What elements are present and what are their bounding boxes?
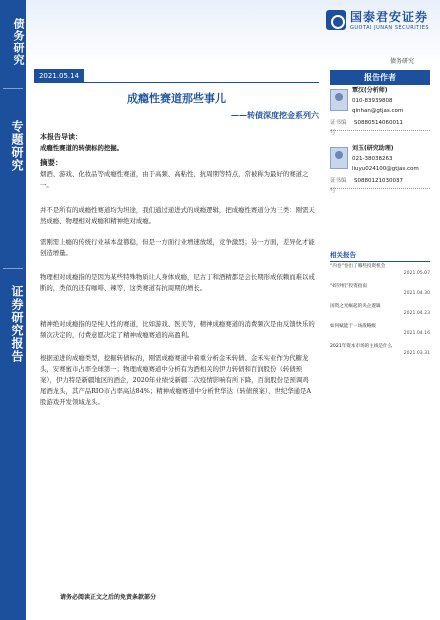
assistant-name: 刘玉(研究助理)	[352, 145, 394, 152]
analyst-photo	[330, 89, 348, 111]
assistant-cert-row	[330, 176, 430, 194]
logo-icon	[326, 10, 346, 30]
logo-name-cn: 国泰君安证券	[350, 10, 429, 24]
side-divider	[3, 268, 23, 269]
abstract-paragraph-6: 根据递进的成瘾类型，挖掘转债标的，刚需成瘾赛道中着重分析金禾转债、金禾实业作为代糖龙头，安赛蜜市占率全球第一；物理成瘾赛道中分析有为酒相关的伊力转债和百润股份（转债预案），伊力特是新疆地区的酒企，2020年业绩受新疆二次疫情影响有所下降，百润股份是预调鸡尾酒龙头，其产品RIO市占率高达84%；精神成瘾赛道中分析世华达（转债预案），世纪华通是A股游戏开发领域龙头。	[40, 354, 312, 406]
abstract-paragraph-1: 烟酒、游戏、化妆品等成瘾性赛道，由于高频、高粘性、抗周期等特点，常被称为最好的赛道之一。	[40, 170, 309, 189]
related-report-date: 2021.04.23	[403, 311, 430, 316]
assistant-card	[352, 144, 430, 174]
abstract-heading: 摘要：	[40, 158, 63, 167]
abstract-paragraph-4: 物理相对成瘾指的是因为某些特殊物质让人身体成瘾，尼古丁和酒精都是会长期形成依赖而难以戒断的，类似的还有咖啡、辣等，这类赛道有抗周期的增长。	[40, 273, 315, 292]
side-label-debt-research: 债务研究	[12, 18, 25, 66]
related-report-title: “碎钞机”投资指南	[330, 284, 367, 289]
disclaimer-note: 请务必阅读正文之后的免责条款部分	[60, 594, 157, 601]
cert-label: 证书编号	[330, 120, 347, 136]
cert-label: 证书编号	[330, 178, 347, 194]
related-report-item[interactable]	[330, 303, 430, 317]
assistant-email[interactable]: liuyu024100@gtjas.com	[352, 166, 419, 172]
related-report-title: 2021年资本市场的主线是什么	[330, 344, 393, 349]
lead-text: 成瘾性赛道的转债标的挖掘。	[40, 144, 124, 152]
side-label-securities-report: 证券研究报告	[10, 285, 24, 363]
cert-number: S0880121030037	[354, 178, 403, 184]
related-report-date: 2021.03.31	[403, 351, 430, 356]
side-label-special-research: 专题研究	[10, 120, 24, 172]
report-category: 债务研究	[390, 58, 415, 65]
assistant-photo	[330, 147, 348, 169]
analyst-name: 覃汉(分析师)	[352, 87, 388, 94]
related-report-title: 国资之光崛起的央企逻辑	[330, 304, 381, 309]
related-report-date: 2021.04.30	[403, 291, 430, 296]
authors-heading: 报告作者	[330, 70, 430, 85]
analyst-email[interactable]: qinhan@gtjas.com	[352, 108, 404, 114]
abstract-paragraph-2: 并不是所有的成瘾性赛道均为坦途，我们通过递进式的成瘾逻辑，把成瘾性赛道分为三类：刚需天然成瘾、物理相对成瘾和精神绝对成瘾。	[40, 206, 315, 225]
related-report-date: 2021.05.07	[403, 271, 430, 276]
header-banner	[26, 0, 440, 66]
assistant-phone: 021-38038263	[352, 156, 393, 162]
cert-number: S0880514060011	[354, 120, 403, 126]
report-date: 2021.05.14	[34, 69, 84, 83]
side-divider	[3, 88, 23, 89]
lead-heading: 本报告导读：	[40, 133, 82, 141]
related-report-item[interactable]	[330, 343, 430, 357]
related-report-date: 2021.04.16	[403, 331, 430, 336]
related-report-title: 如何赋能于一场战略级	[330, 324, 376, 329]
logo-name-en: GUOTAI JUNAN SECURITIES	[350, 25, 430, 31]
report-title: 成瘾性赛道那些事儿	[127, 92, 226, 105]
report-subtitle: ——转债深度挖金系列六	[231, 110, 319, 120]
related-reports-heading: 相关报告	[330, 250, 430, 262]
analyst-cert-row	[330, 118, 430, 136]
abstract-paragraph-3: 需刚需上瘾的传统行业基本盘篡稳，但是一方面行业增速放缓，竞争激烈；另一方面，差异化才能创造增量。	[40, 238, 315, 257]
related-report-item[interactable]	[330, 263, 430, 277]
analyst-phone: 010-83939808	[352, 98, 393, 104]
related-report-item[interactable]	[330, 323, 430, 337]
date-divider	[34, 82, 319, 83]
company-logo	[326, 8, 429, 31]
related-report-item[interactable]	[330, 283, 430, 297]
related-report-title: “内卷”卷出了哪些投资机会	[330, 264, 386, 269]
analyst-card	[352, 86, 430, 116]
abstract-paragraph-5: 精神绝对成瘾指的是纯人性的赛道，比如游戏、医美等，精神成瘾赛道的消费频次是由反馈快乐的频次决定的，付费意愿决定了精神成瘾赛道的高盈利。	[40, 320, 315, 339]
